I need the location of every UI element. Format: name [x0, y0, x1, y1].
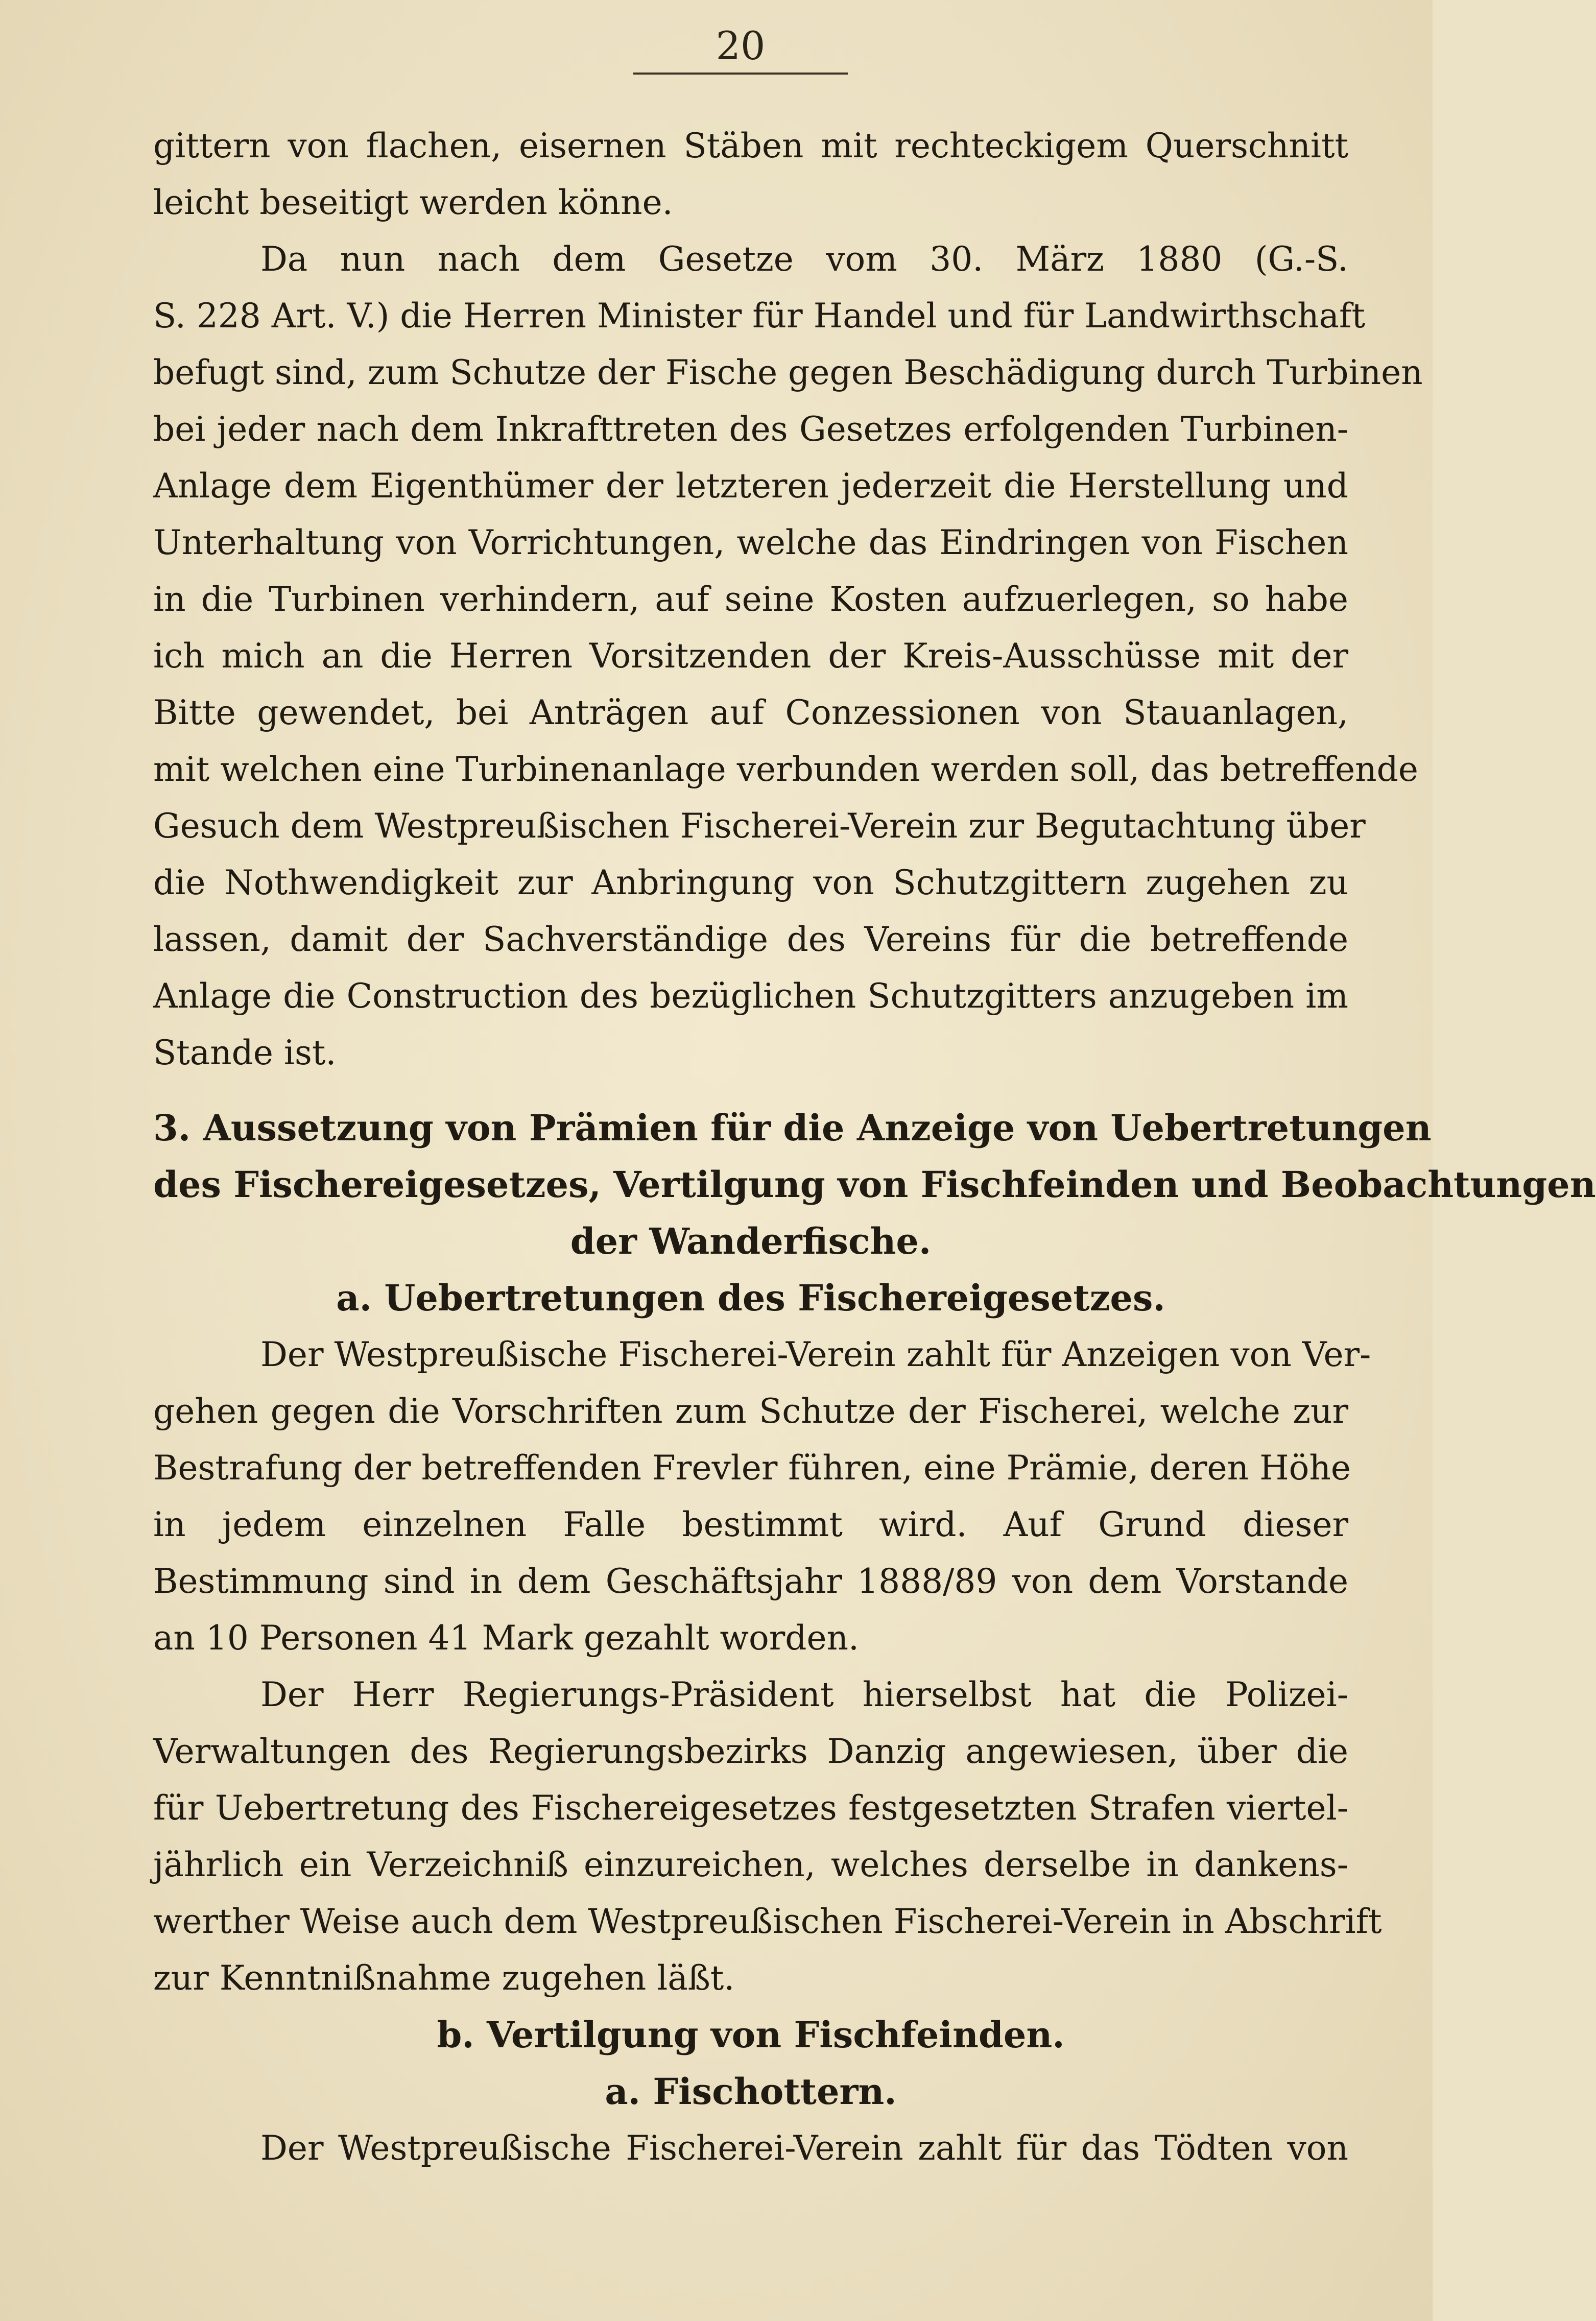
text-line: leicht beseitigt werden könne.	[153, 183, 673, 222]
page-number-rule	[633, 73, 848, 75]
section-heading-line: der Wanderfische.	[570, 1220, 932, 1262]
text-line: ich mich an die Herren Vorsitzenden der Kreis-Ausschüsse mit der	[153, 636, 1348, 676]
text-line: Anlage die Construction des bezüglichen Schutzgitters anzugeben im	[153, 976, 1348, 1016]
text-line: gittern von flachen, eisernen Stäben mit rechteckigem Querschnitt	[153, 126, 1348, 165]
text-line: Bestrafung der betreffenden Frevler führen, eine Prämie, deren Höhe	[153, 1448, 1351, 1488]
text-line: Bestimmung sind in dem Geschäftsjahr 1888/89 von dem Vorstande	[153, 1562, 1348, 1601]
text-line: Stande ist.	[153, 1033, 337, 1072]
text-line: befugt sind, zum Schutze der Fische gegen Beschädigung durch Turbinen	[153, 353, 1423, 392]
page-number: 20	[716, 23, 766, 68]
text-line: S. 228 Art. V.) die Herren Minister für Handel und für Landwirthschaft	[153, 296, 1365, 336]
text-line: gehen gegen die Vorschriften zum Schutze der Fischerei, welche zur	[153, 1392, 1348, 1431]
text-line: lassen, damit der Sachverständige des Vereins für die betreffende	[153, 920, 1348, 959]
text-line: für Uebertretung des Fischereigesetzes festgesetzten Strafen viertel-	[153, 1788, 1348, 1828]
subsection-heading-a: a. Uebertretungen des Fischereigesetzes.	[336, 1277, 1165, 1319]
text-line: mit welchen eine Turbinenanlage verbunden werden soll, das betreffende	[153, 750, 1418, 789]
text-line: Der Herr Regierungs-Präsident hierselbst hat die Polizei-	[260, 1675, 1348, 1714]
text-line: bei jeder nach dem Inkrafttreten des Gesetzes erfolgenden Turbinen-	[153, 410, 1348, 449]
text-line: jährlich ein Verzeichniß einzureichen, welches derselbe in dankens-	[153, 1845, 1348, 1884]
text-line: Unterhaltung von Vorrichtungen, welche das Eindringen von Fischen	[153, 523, 1348, 562]
text-line: Der Westpreußische Fischerei-Verein zahlt für das Tödten von	[260, 2128, 1348, 2168]
section-heading-line: des Fischereigesetzes, Vertilgung von Fischfeinden und Beobachtungen	[153, 1163, 1596, 1206]
page-text	[153, 117, 1596, 2176]
text-line: Da nun nach dem Gesetze vom 30. März 1880 (G.-S.	[260, 240, 1348, 279]
text-line: Der Westpreußische Fischerei-Verein zahlt für Anzeigen von Ver-	[260, 1335, 1371, 1374]
text-line: die Nothwendigkeit zur Anbringung von Schutzgittern zugehen zu	[153, 863, 1348, 902]
text-line: an 10 Personen 41 Mark gezahlt worden.	[153, 1618, 860, 1658]
subsection-heading-b-a: a. Fischottern.	[605, 2070, 897, 2113]
text-line: Gesuch dem Westpreußischen Fischerei-Verein zur Begutachtung über	[153, 806, 1366, 846]
text-line: werther Weise auch dem Westpreußischen Fischerei-Verein in Abschrift	[153, 1902, 1382, 1941]
text-line: Anlage dem Eigenthümer der letzteren jederzeit die Herstellung und	[153, 466, 1348, 506]
text-line: Verwaltungen des Regierungsbezirks Danzig angewiesen, über die	[153, 1732, 1348, 1771]
text-line: zur Kenntnißnahme zugehen läßt.	[153, 1958, 735, 1998]
text-line: in die Turbinen verhindern, auf seine Kosten aufzuerlegen, so habe	[153, 580, 1348, 619]
text-line: Bitte gewendet, bei Anträgen auf Conzessionen von Stauanlagen,	[153, 693, 1348, 732]
section-heading-line: 3. Aussetzung von Prämien für die Anzeige von Uebertretungen	[153, 1107, 1432, 1149]
text-line: in jedem einzelnen Falle bestimmt wird. Auf Grund dieser	[153, 1505, 1348, 1544]
subsection-heading-b: b. Vertilgung von Fischfeinden.	[437, 2014, 1065, 2056]
